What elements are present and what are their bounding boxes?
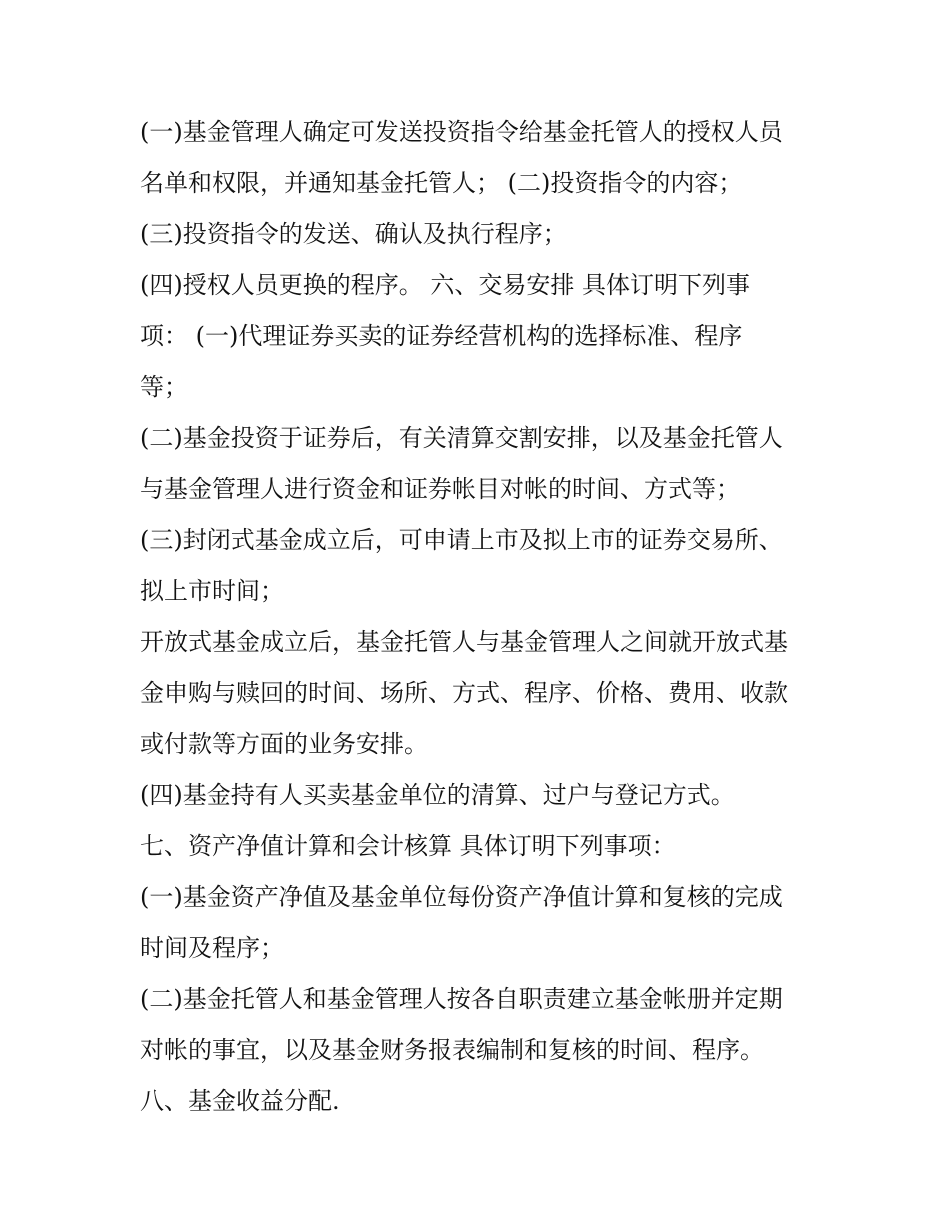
section-heading: 七、资产净值计算和会计核算 具体订明下列事项：	[140, 832, 676, 860]
document-body	[140, 107, 830, 1127]
text-line: 拟上市时间；	[140, 577, 284, 605]
text-line: (一)基金资产净值及基金单位每份资产净值计算和复核的完成	[140, 883, 783, 911]
text-line: 名单和权限，并通知基金托管人； (二)投资指令的内容；	[140, 169, 743, 197]
section-heading: 八、基金收益分配.	[140, 1087, 340, 1115]
text-line: (二)基金投资于证券后，有关清算交割安排，以及基金托管人	[140, 424, 783, 452]
text-line: 与基金管理人进行资金和证券帐目对帐的时间、方式等；	[140, 475, 740, 503]
text-line: 或付款等方面的业务安排。	[140, 730, 428, 758]
text-line: (一)基金管理人确定可发送投资指令给基金托管人的授权人员	[140, 118, 783, 146]
text-line: 开放式基金成立后，基金托管人与基金管理人之间就开放式基	[140, 628, 788, 656]
text-line: (四)授权人员更换的程序。 六、交易安排 具体订明下列事	[140, 271, 750, 299]
text-line: (三)投资指令的发送、确认及执行程序；	[140, 220, 567, 248]
text-line: (三)封闭式基金成立后，可申请上市及拟上市的证券交易所、	[140, 526, 783, 554]
text-line: 金申购与赎回的时间、场所、方式、程序、价格、费用、收款	[140, 679, 788, 707]
text-line: (四)基金持有人买卖基金单位的清算、过户与登记方式。	[140, 781, 735, 809]
text-line: 等；	[140, 373, 188, 401]
text-line: 对帐的事宜，以及基金财务报表编制和复核的时间、程序。	[140, 1036, 764, 1064]
text-line: 项： (一)代理证券买卖的证券经营机构的选择标准、程序	[140, 322, 743, 350]
text-line: (二)基金托管人和基金管理人按各自职责建立基金帐册并定期	[140, 985, 783, 1013]
text-line: 时间及程序；	[140, 934, 284, 962]
